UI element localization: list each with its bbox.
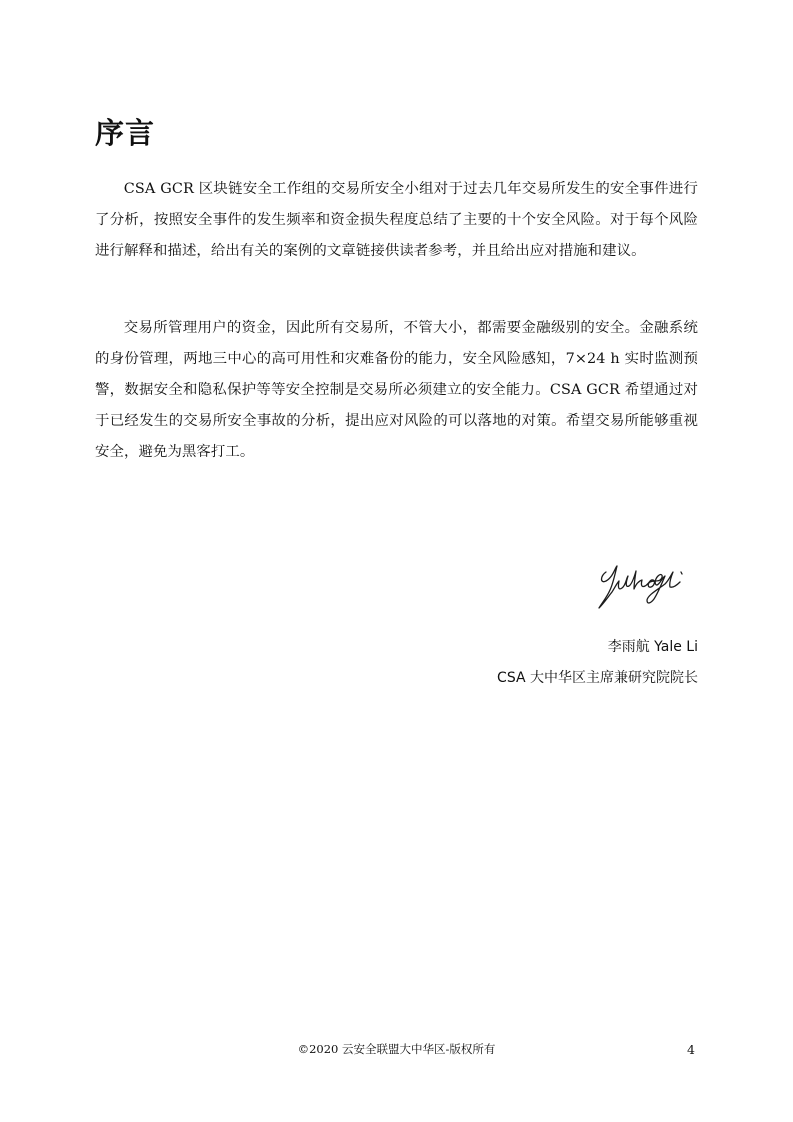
preface-paragraph-1: CSA GCR 区块链安全工作组的交易所安全小组对于过去几年交易所发生的安全事件进行了分析，按照安全事件的发生频率和资金损失程度总结了主要的十个安全风险。对于每个风险进行解释和描述，给出有关的案例的文章链接供读者参考，并且给出应对措施和建议。 xyxy=(95,181,698,259)
page-title: 序言 xyxy=(95,116,156,150)
footer-copyright: ©2020 云安全联盟大中华区-版权所有 xyxy=(297,1042,496,1056)
page-number: 4 xyxy=(687,1042,695,1057)
signer-title: CSA 大中华区主席兼研究院院长 xyxy=(497,670,698,686)
preface-paragraph-2: 交易所管理用户的资金，因此所有交易所，不管大小，都需要金融级别的安全。金融系统的身份管理，两地三中心的高可用性和灾难备份的能力，安全风险感知，7×24 h 实时监测预警，数据安全和隐私保护等等安全控制是交易所必须建立的安全能力。CSA GCR 希望通过对于已经发生的交易所安全事故的分析，提出应对风险的可以落地的对策。希望交易所能够重视安全，避免为黑客打工。 xyxy=(95,320,698,460)
signer-name: 李雨航 Yale Li xyxy=(607,639,698,655)
handwritten-signature-image xyxy=(596,560,690,616)
